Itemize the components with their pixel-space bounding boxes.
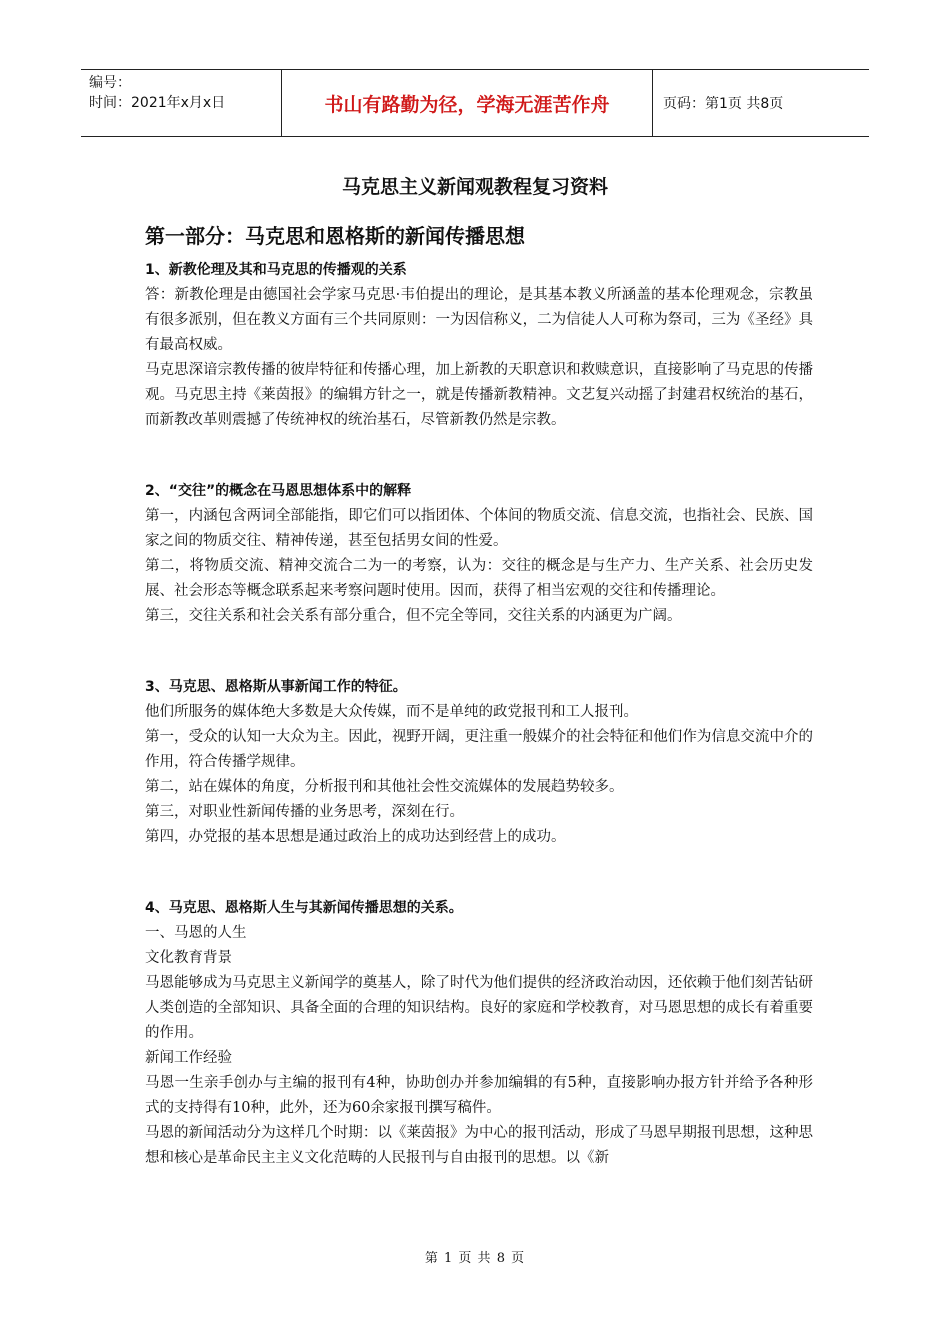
document-number-label: 编号： xyxy=(89,75,131,91)
paragraph: 马恩能够成为马克思主义新闻学的奠基人，除了时代为他们提供的经济政治动因，还依赖于他们刻苦钻研人类创造的全部知识、具备全面的合理的知识结构。良好的家庭和学校教育，对马恩思想的成长有着重要的作用。 xyxy=(145,975,813,1041)
header-motto: 书山有路勤为径，学海无涯苦作舟 xyxy=(281,70,653,136)
page-header xyxy=(81,69,869,137)
paragraph: 答：新教伦理是由德国社会学家马克思·韦伯提出的理论，是其基本教义所涵盖的基本伦理观念，宗教虽有很多派别，但在教义方面有三个共同原则：一为因信称义，二为信徒人人可称为祭司，三为《圣经》具有最高权威。 xyxy=(145,287,813,353)
paragraph: 第二，将物质交流、精神交流合二为一的考察，认为：交往的概念是与生产力、生产关系、社会历史发展、社会形态等概念联系起来考察问题时使用。因而，获得了相当宏观的交往和传播理论。 xyxy=(145,558,813,599)
paragraph: 第三，对职业性新闻传播的业务思考，深刻在行。 xyxy=(145,804,464,820)
section-heading: 2、“交往”的概念在马恩思想体系中的解释 xyxy=(145,483,412,499)
section-2 xyxy=(145,479,813,629)
paragraph: 第一，内涵包含两词全部能指，即它们可以指团体、个体间的物质交流、信息交流，也指社会、民族、国家之间的物质交往、精神传递，甚至包括男女间的性爱。 xyxy=(145,508,813,549)
paragraph: 第二，站在媒体的角度，分析报刊和其他社会性交流媒体的发展趋势较多。 xyxy=(145,779,624,795)
paragraph: 文化教育背景 xyxy=(145,950,232,966)
paragraph: 马恩的新闻活动分为这样几个时期：以《莱茵报》为中心的报刊活动，形成了马恩早期报刊思想，这种思想和核心是革命民主主义文化范畴的人民报刊与自由报刊的思想。以《新 xyxy=(145,1125,813,1166)
section-4 xyxy=(145,896,813,1171)
section-heading: 3、马克思、恩格斯从事新闻工作的特征。 xyxy=(145,679,407,695)
paragraph: 马克思深谙宗教传播的彼岸特征和传播心理，加上新教的天职意识和救赎意识，直接影响了马克思的传播观。马克思主持《莱茵报》的编辑方针之一，就是传播新教精神。文艺复兴动摇了封建君权统治的基石，而新教改革则震撼了传统神权的统治基石，尽管新教仍然是宗教。 xyxy=(145,362,813,428)
page-footer: 第 1 页 共 8 页 xyxy=(424,1251,526,1266)
paragraph: 他们所服务的媒体绝大多数是大众传媒，而不是单纯的政党报刊和工人报刊。 xyxy=(145,704,638,720)
document-body xyxy=(145,258,813,1171)
paragraph: 第一，受众的认知一大众为主。因此，视野开阔，更注重一般媒介的社会特征和他们作为信息交流中介的作用，符合传播学规律。 xyxy=(145,729,813,770)
section-1 xyxy=(145,258,813,433)
document-date: 时间：2021年x月x日 xyxy=(89,95,226,111)
part-title: 第一部分：马克思和恩格斯的新闻传播思想 xyxy=(145,224,525,248)
header-meta xyxy=(81,70,281,136)
section-heading: 1、新教伦理及其和马克思的传播观的关系 xyxy=(145,262,407,278)
paragraph: 马恩一生亲手创办与主编的报刊有4种，协助创办并参加编辑的有5种，直接影响办报方针并给予各种形式的支持得有10种，此外，还为60余家报刊撰写稿件。 xyxy=(145,1075,813,1116)
paragraph: 第四，办党报的基本思想是通过政治上的成功达到经营上的成功。 xyxy=(145,829,566,845)
header-page-info: 页码：第1页 共8页 xyxy=(663,96,784,112)
paragraph: 新闻工作经验 xyxy=(145,1050,232,1066)
section-3 xyxy=(145,675,813,850)
section-heading: 4、马克思、恩格斯人生与其新闻传播思想的关系。 xyxy=(145,900,463,916)
document-title: 马克思主义新闻观教程复习资料 xyxy=(341,176,608,198)
paragraph: 一、马恩的人生 xyxy=(145,925,247,941)
paragraph: 第三，交往关系和社会关系有部分重合，但不完全等同，交往关系的内涵更为广阔。 xyxy=(145,608,682,624)
